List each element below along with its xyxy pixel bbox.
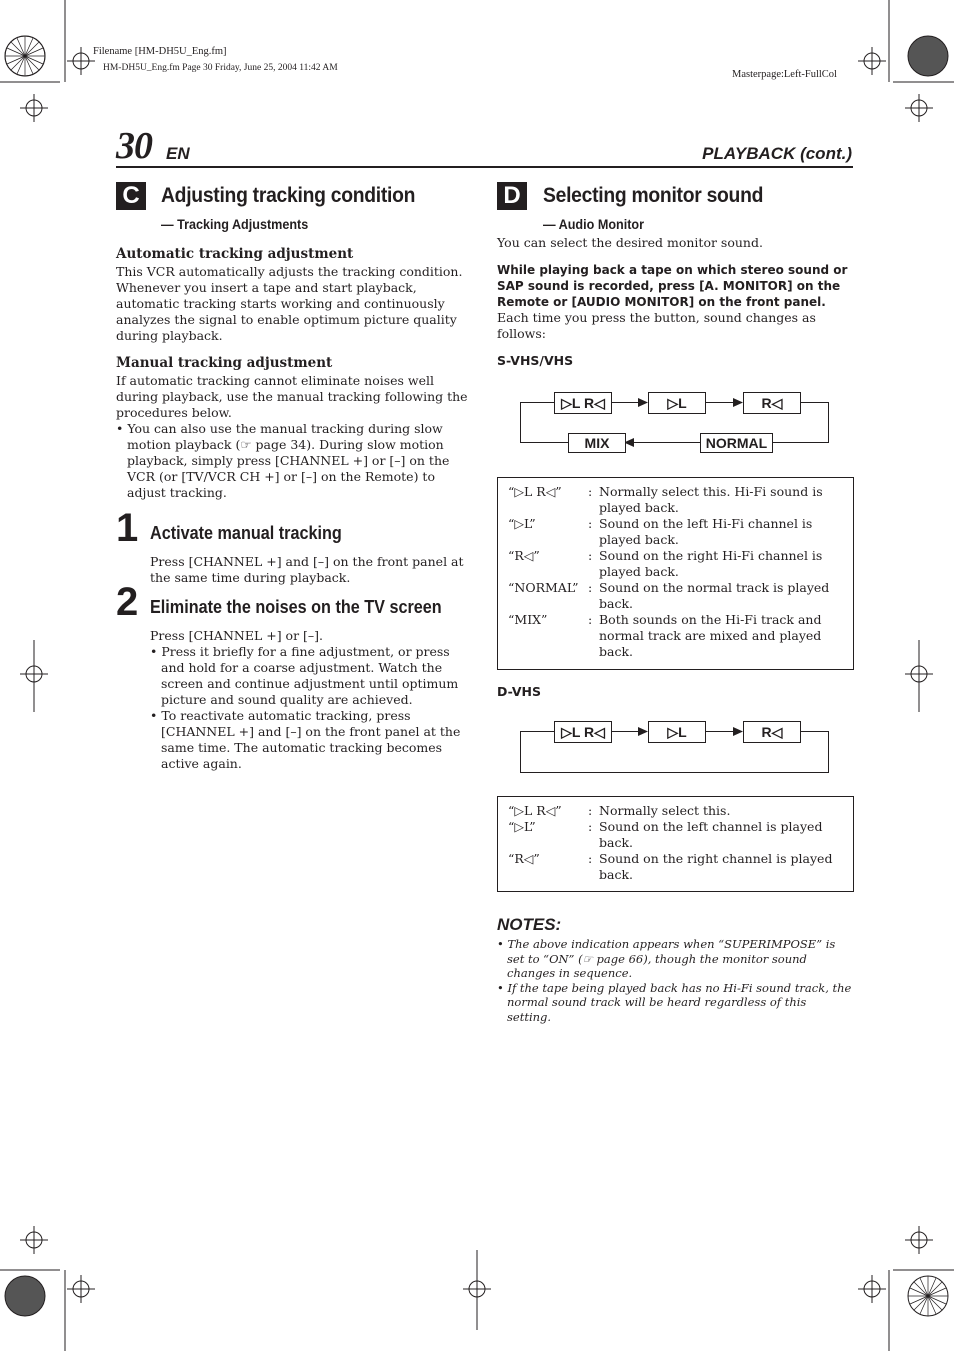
dvhs-mode-l: ▷L (648, 721, 706, 743)
description-text: Both sounds on the Hi-Fi track and normal track are mixed and played back. (599, 612, 822, 659)
description-colon: : (588, 580, 593, 595)
description-row (508, 612, 838, 660)
play-right-icon: ▷ (667, 724, 679, 740)
description-colon: : (588, 819, 593, 834)
header-rule (116, 166, 853, 168)
svhs-mode-r: R◁ (743, 392, 801, 414)
description-term: “R◁” (508, 851, 540, 866)
page-number: 30 (116, 125, 152, 167)
description-term: “R◁” (508, 548, 540, 563)
dvhs-description-box (497, 796, 854, 892)
svhs-heading: S-VHS/VHS (497, 353, 574, 368)
description-colon: : (588, 548, 593, 563)
description-row (508, 580, 838, 612)
dvhs-flow-diagram (497, 714, 853, 776)
description-term: “▷L R◁” (508, 803, 562, 818)
svhs-flow-diagram (497, 385, 853, 460)
section-d-title: Selecting monitor sound (543, 184, 764, 207)
svhs-mode-normal: NORMAL (700, 433, 773, 453)
description-text: Sound on the left Hi-Fi channel is played back. (599, 516, 813, 547)
dvhs-mode-r: R◁ (743, 721, 801, 743)
language-tag: EN (166, 144, 190, 163)
description-colon: : (588, 612, 593, 627)
section-c-subtitle: — Tracking Adjustments (161, 216, 309, 232)
registration-dark-circle-icon (908, 36, 948, 76)
registration-sunburst-icon (908, 1276, 948, 1316)
play-left-icon: ◁ (771, 395, 783, 411)
description-colon: : (588, 484, 593, 499)
registration-dark-circle-icon (5, 1276, 45, 1316)
step-1-title: Activate manual tracking (150, 523, 342, 543)
section-d-intro: You can select the desired monitor sound. (497, 235, 763, 250)
description-text: Sound on the right Hi-Fi channel is played back. (599, 548, 823, 579)
arrow-right-icon (733, 398, 743, 407)
description-text: Sound on the normal track is played back. (599, 580, 830, 611)
description-term: “MIX” (508, 612, 548, 627)
description-row (508, 484, 838, 516)
step-1-number: 1 (116, 506, 139, 550)
arrow-right-icon (638, 398, 648, 407)
note-2: • If the tape being played back has no Hi-Fi sound track, the normal sound track will be heard regardless of this setting. (497, 980, 852, 1024)
description-row (508, 819, 838, 851)
play-left-icon: ◁ (594, 395, 605, 411)
description-text: Normally select this. Hi-Fi sound is played back. (599, 484, 823, 515)
svhs-description-box (497, 477, 854, 670)
svhs-mode-mix: MIX (568, 433, 626, 453)
notes-title: NOTES: (497, 915, 562, 934)
play-left-icon: ◁ (594, 724, 605, 740)
section-header: PLAYBACK (cont.) (702, 144, 852, 163)
play-right-icon: ▷ (561, 724, 572, 740)
step-2-bullet-2: • To reactivate automatic tracking, press [CHANNEL +] and [–] on the front panel at the same time. The automatic tracking becomes active again. (150, 708, 461, 771)
section-c-title: Adjusting tracking condition (161, 184, 416, 207)
section-d-subtitle: — Audio Monitor (543, 216, 645, 232)
manual-tracking-heading: Manual tracking adjustment (116, 355, 333, 371)
registration-sunburst-icon (5, 36, 45, 76)
description-text: Normally select this. (599, 803, 731, 818)
masterpage: Masterpage:Left-FullCol (732, 69, 837, 80)
dvhs-description-table (508, 803, 838, 883)
step-2-title: Eliminate the noises on the TV screen (150, 597, 442, 617)
svhs-mode-lr: ▷L R◁ (554, 392, 612, 414)
description-text: Sound on the left channel is played back. (599, 819, 823, 850)
description-term: “NORMAL” (508, 580, 579, 595)
dvhs-mode-lr: ▷L R◁ (554, 721, 612, 743)
filename: Filename [HM-DH5U_Eng.fm] (93, 46, 227, 57)
description-row (508, 803, 838, 819)
step-2-text: Press [CHANNEL +] or [–]. • Press it briefly for a fine adjustment, or press and hold for a coarse adjustment. Watch the screen and continue adjustment until optimum picture and sound quality are achieved. • To reactivate automatic tracking, press [CHANNEL +] and [–] on the front panel at the same time. The automatic tracking becomes active again. (150, 628, 470, 772)
description-colon: : (588, 851, 593, 866)
step-2-bullet-1: • Press it briefly for a fine adjustment, or press and hold for a coarse adjustment. Watch the screen and continue adjustment until optimum picture and sound quality are achieved. (150, 644, 459, 707)
play-left-icon: ◁ (771, 724, 783, 740)
description-text: Sound on the right channel is played back. (599, 851, 833, 882)
description-term: “▷L R◁” (508, 484, 562, 499)
manual-tracking-text: If automatic tracking cannot eliminate noises well during playback, use the manual tracking following the procedures below. • You can also use the manual tracking during slow motion playback (☞ page 34). During slow motion playback, simply press [CHANNEL +] or [–] on the VCR (or [TV/VCR CH +] or [–] on the Remote) to adjust tracking. (116, 373, 471, 501)
monitor-each-time: Each time you press the button, sound changes as follows: (497, 310, 816, 341)
step-2-number: 2 (116, 580, 139, 624)
notes-list (497, 937, 853, 1024)
play-right-icon: ▷ (561, 395, 572, 411)
section-letter-c: C (116, 182, 146, 210)
description-term: “▷L” (508, 516, 536, 531)
description-term: “▷L” (508, 819, 536, 834)
auto-tracking-text: This VCR automatically adjusts the tracking condition. Whenever you insert a tape and start playback, automatic tracking starts working and continuously analyzes the signal to enable optimum picture quality during playback. (116, 264, 463, 343)
play-right-icon: ▷ (667, 395, 679, 411)
arrow-right-icon (733, 727, 743, 736)
dvhs-heading: D-VHS (497, 684, 542, 699)
svhs-mode-l: ▷L (648, 392, 706, 414)
description-colon: : (588, 803, 593, 818)
section-letter-d: D (497, 182, 527, 210)
manual-tracking-bullet: • You can also use the manual tracking during slow motion playback (☞ page 34). During slow motion playback, simply press [CHANNEL +] or [–] on the VCR (or [TV/VCR CH +] or [–] on the Remote) to adjust tracking. (116, 421, 450, 500)
arrow-right-icon (638, 727, 648, 736)
description-row (508, 516, 838, 548)
svhs-description-table (508, 484, 838, 660)
note-1: • The above indication appears when “SUPERIMPOSE” is set to “ON” (☞ page 66), though the monitor sound changes in sequence. (497, 937, 836, 980)
auto-tracking-heading: Automatic tracking adjustment (116, 246, 354, 262)
description-row (508, 851, 838, 883)
file-info: HM-DH5U_Eng.fm Page 30 Friday, June 25, 2004 11:42 AM (103, 63, 338, 73)
description-row (508, 548, 838, 580)
monitor-instruction: While playing back a tape on which stereo sound or SAP sound is recorded, press [A. MONITOR] on the Remote or [AUDIO MONITOR] on the front panel. (497, 263, 848, 309)
step-1-text: Press [CHANNEL +] and [–] on the front panel at the same time during playback. (150, 554, 464, 585)
description-colon: : (588, 516, 593, 531)
